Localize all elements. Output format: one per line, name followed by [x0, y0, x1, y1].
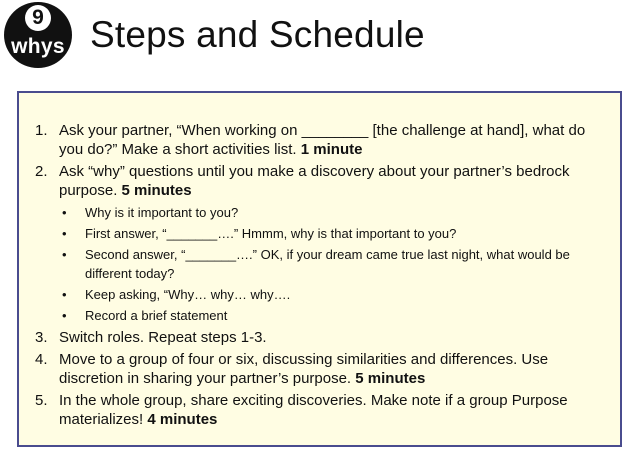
- step-1: [33, 121, 611, 159]
- bullet-icon: •: [62, 226, 67, 241]
- step-duration: 4 minutes: [147, 411, 218, 428]
- sub-steps-list: [59, 203, 611, 325]
- steps-panel: [17, 91, 622, 447]
- step-number: 5.: [35, 392, 48, 409]
- sub-step-text: Keep asking, “Why… why… why….: [85, 287, 291, 302]
- sub-step-text: Why is it important to you?: [85, 205, 239, 220]
- logo-number: 9: [25, 5, 51, 31]
- step-5: [33, 391, 611, 429]
- bullet-icon: •: [62, 308, 67, 323]
- bullet-icon: •: [62, 247, 67, 262]
- step-number: 3.: [35, 329, 48, 346]
- step-4: [33, 350, 611, 388]
- sub-step: [59, 224, 611, 243]
- nine-whys-logo: [4, 2, 72, 68]
- steps-list: [33, 121, 611, 432]
- step-text: Ask “why” questions until you make a discovery about your partner’s bedrock purpose.: [59, 163, 570, 199]
- step-text: Switch roles. Repeat steps 1-3.: [59, 329, 267, 346]
- sub-step: [59, 203, 611, 222]
- step-text: In the whole group, share exciting discoveries. Make note if a group Purpose materializes!: [59, 392, 568, 428]
- sub-step-text: Record a brief statement: [85, 308, 228, 323]
- sub-step: [59, 306, 611, 325]
- bullet-icon: •: [62, 287, 67, 302]
- sub-step-text: Second answer, “_______….” OK, if your dream came true last night, what would be different today?: [85, 247, 570, 281]
- sub-step: [59, 285, 611, 304]
- step-text: Ask your partner, “When working on ________ [the challenge at hand], what do you do?” Make a short activities list.: [59, 122, 586, 158]
- step-duration: 5 minutes: [121, 182, 192, 199]
- step-number: 4.: [35, 351, 48, 368]
- step-duration: 5 minutes: [355, 370, 426, 387]
- step-2: [33, 162, 611, 325]
- sub-step-text: First answer, “_______….” Hmmm, why is that important to you?: [85, 226, 457, 241]
- step-number: 1.: [35, 122, 48, 139]
- step-text: Move to a group of four or six, discussing similarities and differences. Use discretion in sharing your partner’s purpose.: [59, 351, 549, 387]
- logo-word: whys: [11, 35, 65, 58]
- step-duration: 1 minute: [300, 141, 363, 158]
- step-number: 2.: [35, 163, 48, 180]
- sub-step: [59, 245, 611, 283]
- step-3: [33, 328, 611, 347]
- page-title: Steps and Schedule: [90, 14, 425, 55]
- bullet-icon: •: [62, 205, 67, 220]
